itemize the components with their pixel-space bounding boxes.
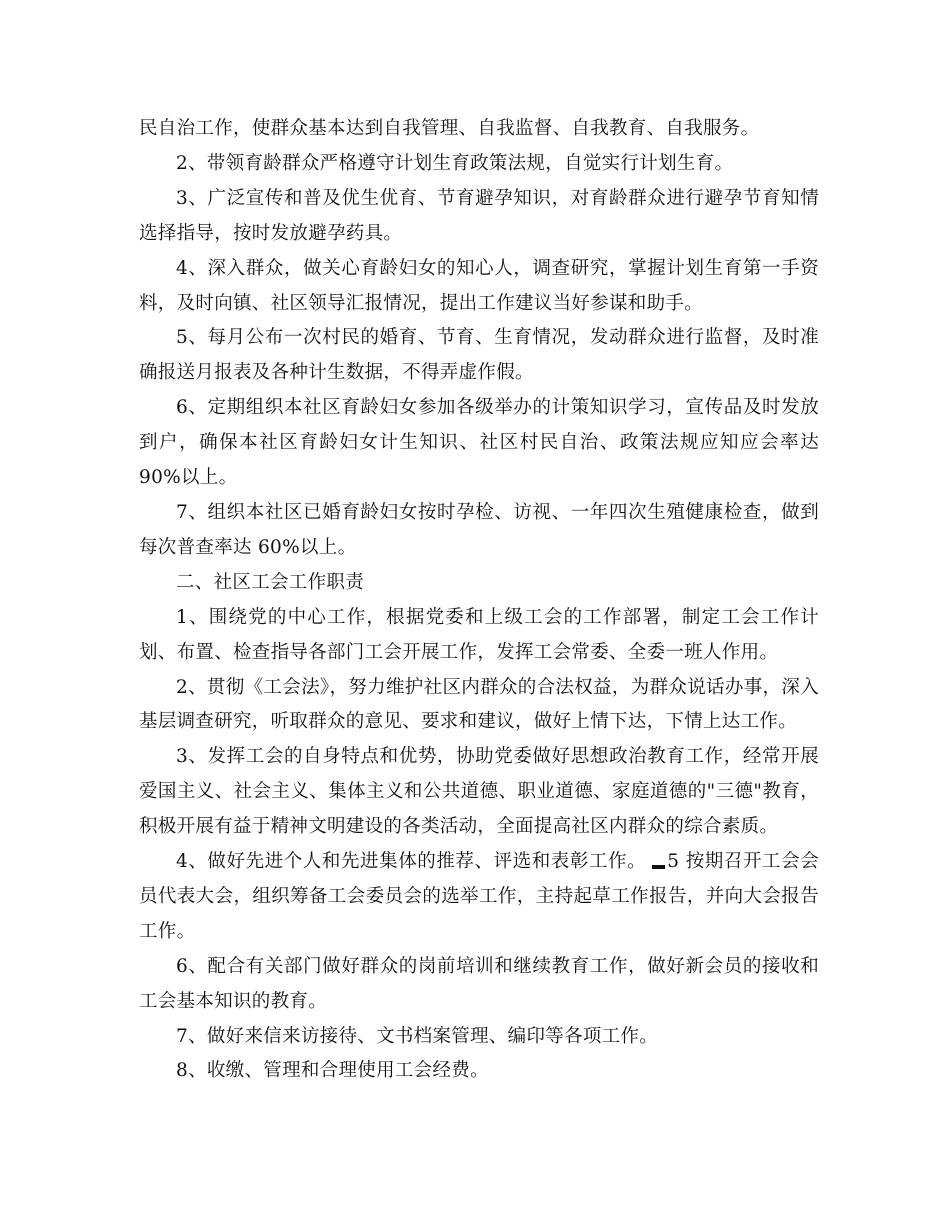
underscore-mark-icon: [652, 860, 665, 869]
paragraph: 3、广泛宣传和普及优生优育、节育避孕知识，对育龄群众进行避孕节育知情选择指导，按时发放避孕药具。: [139, 187, 819, 244]
paragraph: 7、组织本社区已婚育龄妇女按时孕检、访视、一年四次生殖健康检查，做到每次普查率达 60%以上。: [139, 501, 819, 558]
paragraph: 6、配合有关部门做好群众的岗前培训和继续教育工作，做好新会员的接收和工会基本知识的教育。: [139, 955, 819, 1012]
paragraph: 1、围绕党的中心工作，根据党委和上级工会的工作部署，制定工会工作计划、布置、检查指导各部门工会开展工作，发挥工会常委、全委一班人作用。: [139, 606, 819, 663]
document-body: [139, 112, 819, 1089]
paragraph: 3、发挥工会的自身特点和优势，协助党委做好思想政治教育工作，经常开展爱国主义、社会主义、集体主义和公共道德、职业道德、家庭道德的"三德"教育，积极开展有益于精神文明建设的各类活动，全面提高社区内群众的综合素质。: [139, 746, 819, 838]
paragraph-with-mark: [139, 845, 819, 950]
paragraph: 2、带领育龄群众严格遵守计划生育政策法规，自觉实行计划生育。: [176, 152, 734, 174]
paragraph: 民自治工作，使群众基本达到自我管理、自我监督、自我教育、自我服务。: [139, 118, 760, 139]
paragraph: 2、贯彻《工会法》，努力维护社区内群众的合法权益，为群众说话办事，深入基层调查研究，听取群众的意见、要求和建议，做好上情下达，下情上达工作。: [139, 676, 819, 733]
paragraph-segment: 4、做好先进个人和先进集体的推荐、评选和表彰工作。: [176, 851, 647, 873]
section-heading: 二、社区工会工作职责: [176, 571, 365, 593]
paragraph: 7、做好来信来访接待、文书档案管理、编印等各项工作。: [176, 1025, 659, 1047]
paragraph: 4、深入群众，做关心育龄妇女的知心人，调查研究，掌握计划生育第一手资料，及时向镇、社区领导汇报情况，提出工作建议当好参谋和助手。: [139, 257, 819, 314]
paragraph: 5、每月公布一次村民的婚育、节育、生育情况，发动群众进行监督，及时准确报送月报表及各种计生数据，不得弄虚作假。: [139, 327, 819, 384]
paragraph: 8、收缴、管理和合理使用工会经费。: [176, 1060, 489, 1082]
paragraph: 6、定期组织本社区育龄妇女参加各级举办的计策知识学习，宣传品及时发放到户，确保本社区育龄妇女计生知识、社区村民自治、政策法规应知应会率达 90%以上。: [139, 397, 819, 489]
paragraph-segment: 5 按期召开工会会员代表大会，组织筹备工会委员会的选举工作，主持起草工作报告，并向大会报告工作。: [139, 851, 819, 942]
